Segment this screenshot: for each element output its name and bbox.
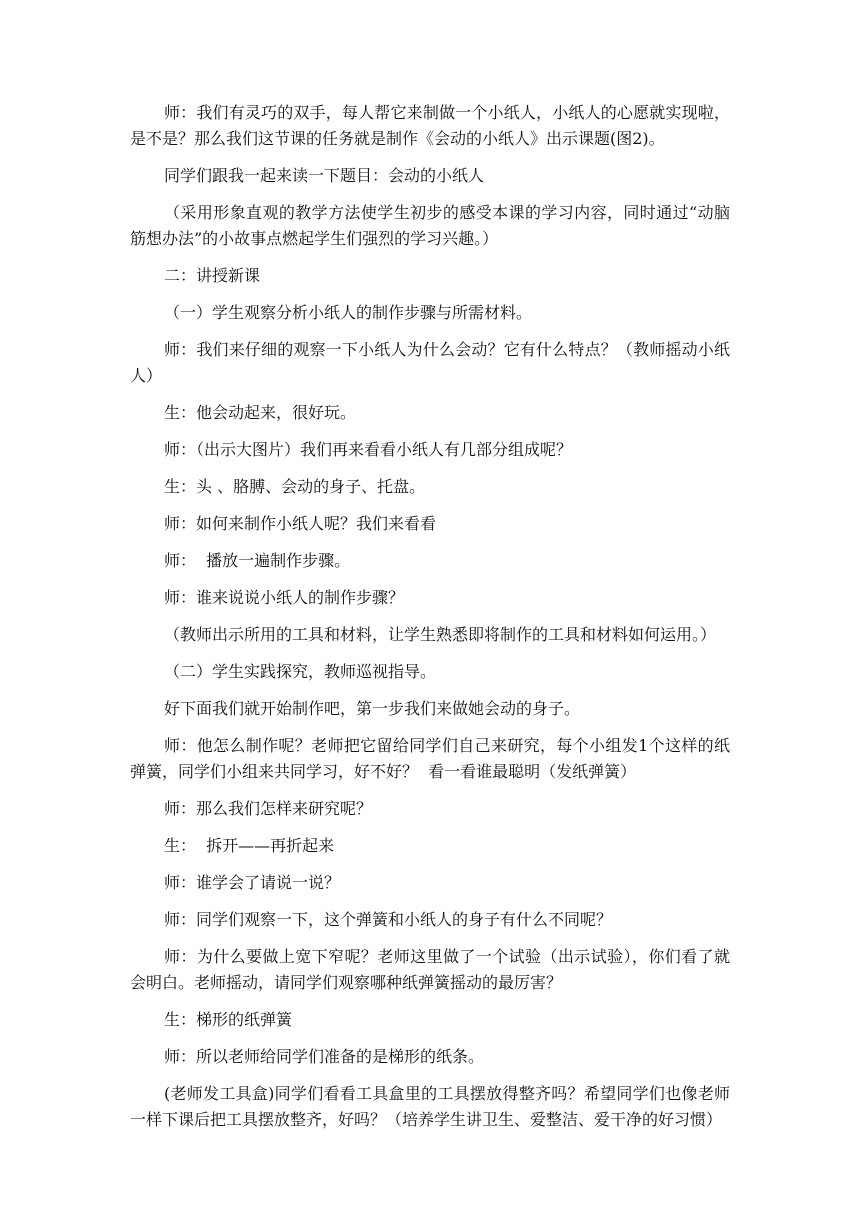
paragraph: 师：（出示大图片）我们再来看看小纸人有几部分组成呢？ [164, 440, 573, 459]
paragraph: 师：他怎么制作呢？老师把它留给同学们自己来研究，每个小组发1个这样的纸弹簧，同学们小组来共同学习，好不好？ 看一看谁最聪明（发纸弹簧） [130, 736, 730, 781]
paragraph: 生： 拆开——再折起来 [164, 836, 335, 855]
paragraph: 师：那么我们怎样来研究呢？ [164, 799, 373, 818]
paragraph: 师： 播放一遍制作步骤。 [164, 551, 351, 570]
document-page [130, 100, 730, 1144]
paragraph: 生：他会动起来，很好玩。 [164, 403, 357, 422]
paragraph: 师：谁学会了请说一说？ [164, 873, 341, 892]
paragraph: 生：梯形的纸弹簧 [164, 1010, 293, 1029]
paragraph: 师：我们有灵巧的双手，每人帮它来制做一个小纸人，小纸人的心愿就实现啦，是不是？那么我们这节课的任务就是制作《会动的小纸人》出示课题(图2)。 [130, 103, 730, 148]
paragraph: 好下面我们就开始制作吧，第一步我们来做她会动的身子。 [164, 699, 581, 718]
paragraph: （教师出示所用的工具和材料，让学生熟悉即将制作的工具和材料如何运用。） [164, 625, 717, 644]
paragraph: 师：同学们观察一下，这个弹簧和小纸人的身子有什么不同呢？ [164, 910, 613, 929]
paragraph: 师：为什么要做上宽下窄呢？老师这里做了一个试验（出示试验），你们看了就会明白。老师摇动，请同学们观察哪种纸弹簧摇动的最厉害？ [130, 947, 730, 992]
section-heading: 二：讲授新课 [164, 266, 261, 285]
paragraph: 生：头 、胳膊、会动的身子、托盘。 [164, 477, 426, 496]
paragraph: 同学们跟我一起来读一下题目：会动的小纸人 [164, 166, 485, 185]
paragraph: 师：所以老师给同学们准备的是梯形的纸条。 [164, 1047, 485, 1066]
paragraph: (老师发工具盒)同学们看看工具盒里的工具摆放得整齐吗？希望同学们也像老师一样下课后把工具摆放整齐，好吗？（培养学生讲卫生、爱整洁、爱干净的好习惯） [130, 1084, 730, 1129]
paragraph: 师：如何来制作小纸人呢？我们来看看 [164, 514, 437, 533]
subsection-heading: （二）学生实践探究，教师巡视指导。 [164, 662, 437, 681]
paragraph: （采用形象直观的教学方法使学生初步的感受本课的学习内容，同时通过“动脑筋想办法”的小故事点燃起学生们强烈的学习兴趣。） [130, 203, 730, 248]
paragraph: 师：我们来仔细的观察一下小纸人为什么会动？它有什么特点？（教师摇动小纸人） [130, 340, 730, 385]
subsection-heading: （一）学生观察分析小纸人的制作步骤与所需材料。 [164, 303, 533, 322]
paragraph: 师：谁来说说小纸人的制作步骤？ [164, 588, 405, 607]
